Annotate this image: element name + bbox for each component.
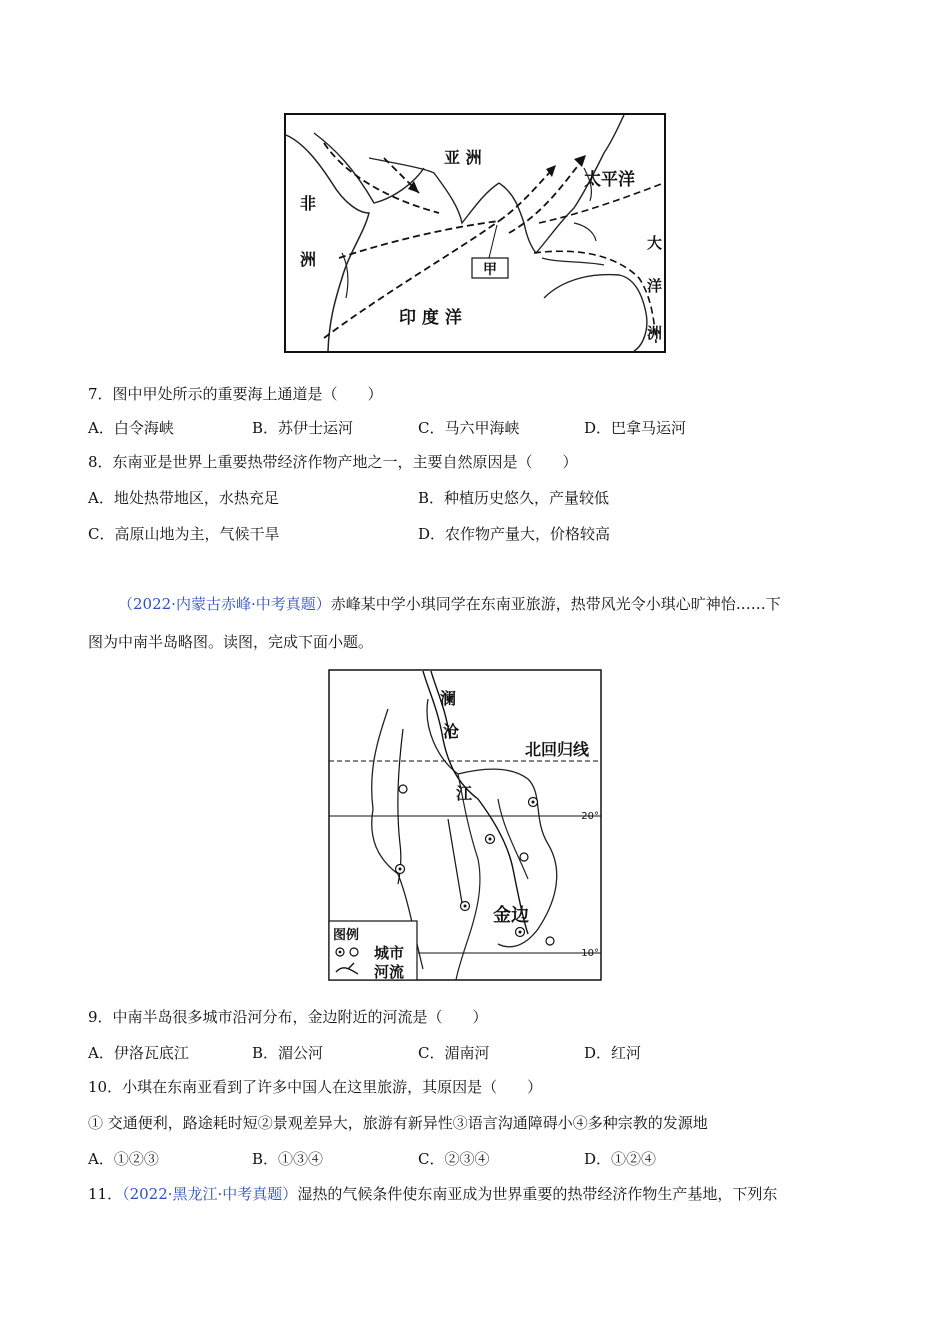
q11-number: 11． bbox=[88, 1185, 123, 1203]
pacific-label: 太平洋 bbox=[584, 170, 635, 190]
lat20-label: 20° bbox=[581, 811, 599, 822]
oceania-label-1: 大 bbox=[647, 234, 663, 252]
q7-option-b: B．苏伊士运河 bbox=[252, 419, 354, 437]
lancang-label-1: 澜 bbox=[440, 689, 457, 708]
q8-option-b: B．种植历史悠久，产量较低 bbox=[418, 489, 610, 507]
africa-label-2: 洲 bbox=[300, 250, 317, 269]
q7-option-c: C．马六甲海峡 bbox=[418, 419, 520, 437]
legend-city-icon bbox=[350, 948, 358, 956]
legend-capital-icon-dot bbox=[339, 951, 342, 954]
lancang-label-3: 江 bbox=[456, 784, 473, 803]
q9-stem: 9．中南半岛很多城市沿河分布，金边附近的河流是（ ） bbox=[88, 1008, 488, 1026]
oceania-label-3: 洲 bbox=[647, 324, 663, 342]
q8-option-a: A．地处热带地区，水热充足 bbox=[88, 489, 279, 507]
q10-stem: 10．小琪在东南亚看到了许多中国人在这里旅游，其原因是（ ） bbox=[88, 1078, 543, 1096]
q11-text: 湿热的气候条件使东南亚成为世界重要的热带经济作物生产基地，下列东 bbox=[297, 1185, 778, 1203]
oceania-label-2: 洋 bbox=[647, 277, 663, 295]
q9-option-a: A．伊洛瓦底江 bbox=[88, 1044, 189, 1062]
q11-line bbox=[88, 1184, 777, 1204]
city-marker bbox=[546, 937, 554, 945]
capital-marker-dot bbox=[532, 801, 535, 804]
q11-source: （2022·黑龙江·中考真题） bbox=[122, 1185, 298, 1203]
q10-option-c: C．②③④ bbox=[418, 1150, 490, 1168]
q10-statements: ① 交通便利，路途耗时短②景观差异大，旅游有新异性③语言沟通障碍小④多种宗教的发源地 bbox=[88, 1114, 708, 1132]
tropic-label: 北回归线 bbox=[525, 740, 590, 759]
intro-line-2: 图为中南半岛略图。读图，完成下面小题。 bbox=[88, 633, 374, 651]
q9-option-d: D．红河 bbox=[584, 1044, 642, 1062]
africa-label-1: 非 bbox=[300, 194, 317, 213]
q9-option-b: B．湄公河 bbox=[252, 1044, 324, 1062]
q10-option-a: A．①②③ bbox=[88, 1150, 159, 1168]
lat10-label: 10° bbox=[581, 948, 599, 959]
sea-route-map bbox=[284, 113, 666, 353]
lancang-label-2: 沧 bbox=[443, 722, 460, 741]
capital-marker-dot bbox=[399, 868, 402, 871]
legend-title: 图例 bbox=[333, 928, 360, 943]
city-marker bbox=[399, 785, 407, 793]
bangkok-marker-dot bbox=[464, 905, 467, 908]
q7-option-a: A．白令海峡 bbox=[88, 419, 174, 437]
q10-option-b: B．①③④ bbox=[252, 1150, 324, 1168]
capital-marker-dot bbox=[489, 838, 492, 841]
intro-text-1: 赤峰某中学小琪同学在东南亚旅游，热带风光令小琪心旷神怡……下 bbox=[330, 595, 781, 613]
phnom-penh-label: 金边 bbox=[493, 905, 529, 926]
indochina-map bbox=[328, 669, 602, 981]
q8-stem: 8．东南亚是世界上重要热带经济作物产地之一，主要自然原因是（ ） bbox=[88, 453, 578, 471]
q8-option-c: C．高原山地为主，气候干旱 bbox=[88, 525, 280, 543]
legend-city-label: 城市 bbox=[374, 944, 405, 962]
intro-line-1 bbox=[118, 594, 781, 614]
intro-source: （2022·内蒙古赤峰·中考真题） bbox=[118, 595, 331, 613]
q7-stem: 7．图中甲处所示的重要海上通道是（ ） bbox=[88, 385, 383, 403]
q7-option-d: D．巴拿马运河 bbox=[584, 419, 687, 437]
phnom-penh-marker-dot bbox=[519, 931, 522, 934]
legend-river-label: 河流 bbox=[374, 963, 405, 981]
q10-option-d: D．①②④ bbox=[584, 1150, 657, 1168]
q9-option-c: C．湄南河 bbox=[418, 1044, 490, 1062]
city-marker bbox=[520, 853, 528, 861]
jia-label: 甲 bbox=[483, 262, 497, 278]
asia-label: 亚 洲 bbox=[444, 148, 482, 167]
indian-ocean-label: 印 度 洋 bbox=[399, 308, 462, 328]
q8-option-d: D．农作物产量大，价格较高 bbox=[418, 525, 611, 543]
